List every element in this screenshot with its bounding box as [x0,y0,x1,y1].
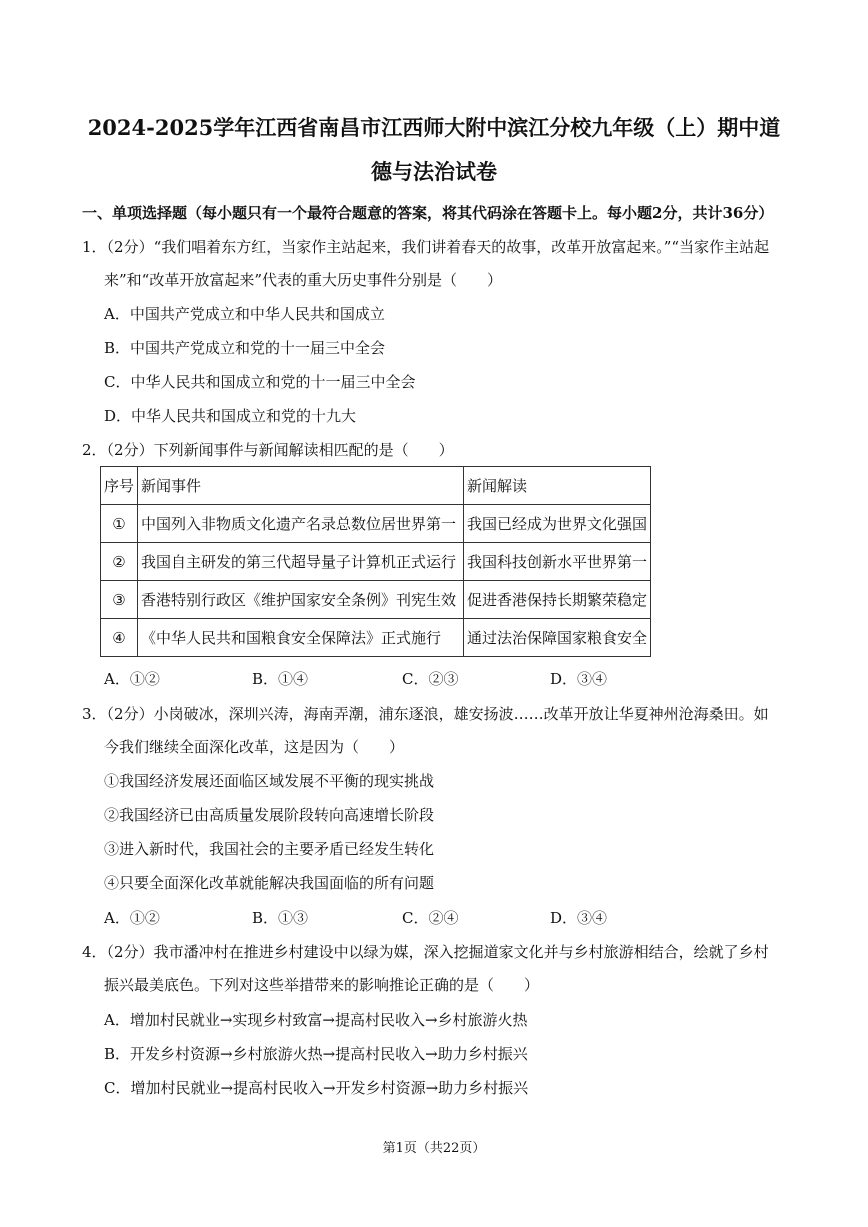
q1-stem-line2: 来”和“改革开放富起来”代表的重大历史事件分别是（ ） [104,271,503,289]
row-index: ④ [101,619,138,657]
q4-stem-line1: 4．（2分）我市潘冲村在推进乡村建设中以绿为媒，深入挖掘道家文化并与乡村旅游相结合，绘就了乡村 [82,943,769,961]
q1-option-d: D．中华人民共和国成立和党的十九大 [104,407,357,425]
table-row [101,581,651,619]
row-interpretation: 促进香港保持长期繁荣稳定 [464,581,651,619]
q4-stem-line2: 振兴最美底色。下列对这些举措带来的影响推论正确的是（ ） [104,976,540,994]
row-event: 中国列入非物质文化遗产名录总数位居世界第一 [138,505,464,543]
q2-options-row [104,668,704,688]
table-header-row [101,467,651,505]
news-table [100,466,651,657]
page-footer: 第1页（共22页） [382,1141,486,1156]
q3-stem-line1: 3．（2分）小岗破冰，深圳兴涛，海南弄潮，浦东逐浪，雄安扬波……改革开放让华夏神州沧海桑田。如 [82,705,769,723]
q3-statement-4: ④只要全面深化改革就能解决我国面临的所有问题 [104,874,435,892]
q3-option-b: B．①③ [252,909,309,927]
header-cell-event: 新闻事件 [138,467,464,505]
row-index: ③ [101,581,138,619]
q3-options-row [104,907,704,927]
q4-option-c: C．增加村民就业→提高村民收入→开发乡村资源→助力乡村振兴 [104,1079,529,1097]
q3-option-c: C．②④ [402,909,459,927]
q1-option-a: A．中国共产党成立和中华人民共和国成立 [104,305,385,323]
row-index: ② [101,543,138,581]
section-heading: 一、单项选择题（每小题只有一个最符合题意的答案，将其代码涂在答题卡上。每小题2分，共计36分） [82,204,774,222]
row-event: 我国自主研发的第三代超导量子计算机正式运行 [138,543,464,581]
exam-title-line2: 德与法治试卷 [371,159,497,184]
q2-option-a: A．①② [104,670,160,688]
row-event: 《中华人民共和国粮食安全保障法》正式施行 [138,619,464,657]
header-cell-index: 序号 [101,467,138,505]
q3-statement-2: ②我国经济已由高质量发展阶段转向高速增长阶段 [104,806,435,824]
q2-option-d: D．③④ [550,670,608,688]
q4-option-a: A．增加村民就业→实现乡村致富→提高村民收入→乡村旅游火热 [104,1011,528,1029]
q2-option-c: C．②③ [402,670,459,688]
exam-title-line1: 2024-2025学年江西省南昌市江西师大附中滨江分校九年级（上）期中道 [87,115,781,140]
q2-option-b: B．①④ [252,670,309,688]
q3-option-d: D．③④ [550,909,608,927]
q4-option-b: B．开发乡村资源→乡村旅游火热→提高村民收入→助力乡村振兴 [104,1045,528,1063]
q3-option-a: A．①② [104,909,160,927]
row-interpretation: 通过法治保障国家粮食安全 [464,619,651,657]
q1-option-b: B．中国共产党成立和党的十一届三中全会 [104,339,386,357]
q1-option-c: C．中华人民共和国成立和党的十一届三中全会 [104,373,416,391]
row-index: ① [101,505,138,543]
table-row [101,505,651,543]
q3-stem-line2: 今我们继续全面深化改革，这是因为（ ） [104,738,405,756]
table-row [101,543,651,581]
q1-stem-line1: 1．（2分）“我们唱着东方红，当家作主站起来，我们讲着春天的故事，改革开放富起来。”“当家作主站起 [82,238,770,256]
header-cell-interpretation: 新闻解读 [464,467,651,505]
table-row [101,619,651,657]
q3-statement-3: ③进入新时代，我国社会的主要矛盾已经发生转化 [104,840,435,858]
q2-stem: 2．（2分）下列新闻事件与新闻解读相匹配的是（ ） [82,441,454,459]
row-interpretation: 我国科技创新水平世界第一 [464,543,651,581]
row-event: 香港特别行政区《维护国家安全条例》刊宪生效 [138,581,464,619]
row-interpretation: 我国已经成为世界文化强国 [464,505,651,543]
q3-statement-1: ①我国经济发展还面临区域发展不平衡的现实挑战 [104,772,435,790]
